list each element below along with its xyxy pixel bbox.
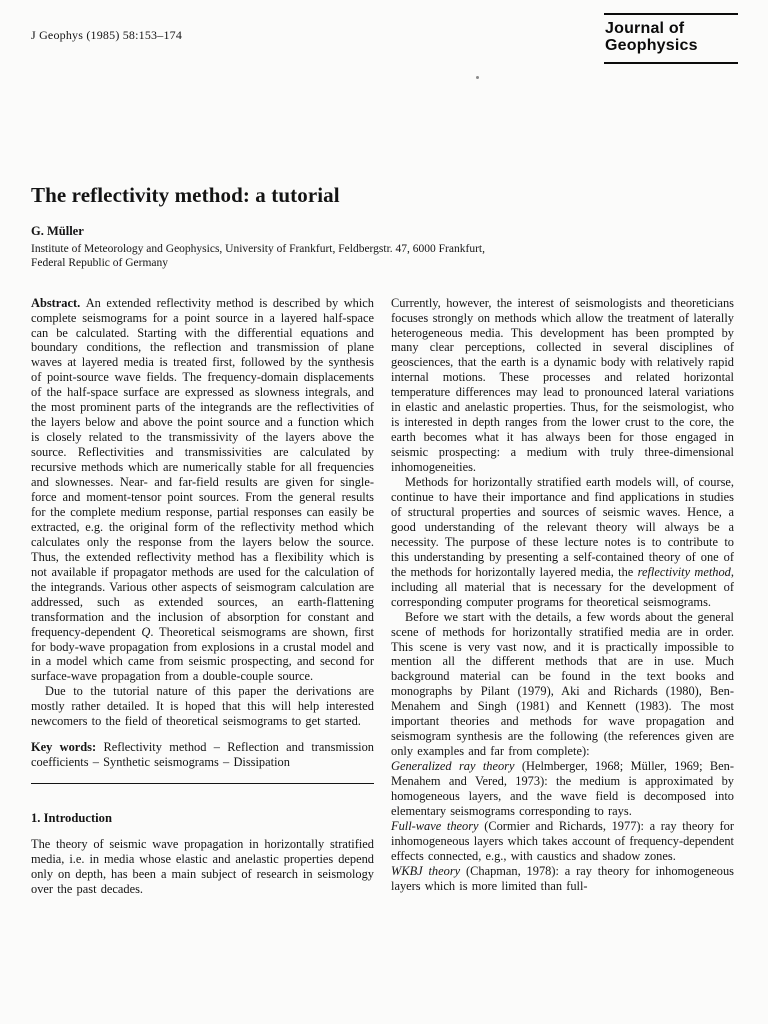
keywords-paragraph: Key words: Reflectivity method – Reflection and transmission coefficients – Synthetic seismograms – Dissipation [31, 740, 375, 770]
introduction-heading: 1. Introduction [31, 811, 112, 826]
introduction-paragraph: The theory of seismic wave propagation in horizontally stratified media, i.e. in media whose elastic and anelastic properties depend only on depth, has been a main subject of research in seismology over the past decades. [31, 837, 374, 896]
left-column [31, 296, 374, 897]
body-paragraph-generalized-ray-theory: Generalized ray theory (Helmberger, 1968; Müller, 1969; Ben-Menahem and Vered, 1973): the medium is approximated by homogeneous layers, and the wave field is decomposed into elementary seismograms corresponding to rays. [391, 759, 734, 818]
article-author: G. Müller [31, 224, 84, 238]
abstract-paragraph: Abstract. An extended reflectivity method is described by which complete seismograms for a point source in a layered half-space can be calculated. Starting with the differential equations and boundary conditions, the reflection and transmission of plane waves at layered media is treated first, followed by the synthesis of point-source wave fields. The frequency-domain displacements of the half-space surface are expressed as slowness integrals, and the most prominent parts of the integrands are the reflectivities of the layers below and above the point source and a function which is closely related to the transmissivity of the layers above the source. Reflectivities and transmissivities are calculated by recursive methods which are numerically stable for all frequencies and slownesses. Near- and far-field results are given for single-force and moment-tensor point sources. From the general results for the complete medium response, partial responses can easily be extracted, e.g. the original form of the reflectivity method which calculates only the response from the layers below the source. Thus, the extended reflectivity method has a flexibility which is not available if propagator methods are used for the calculation of the integrands. Various other aspects of seismogram calculation are addressed, such as extended sources, an earth-flattening transformation and the inclusion of absorption for constant and frequency-dependent Q. Theoretical seismograms are shown, first for body-wave propagation from explosions in a crustal model and in a model which came from seismic prospecting, and second for surface-wave propagation from a double-couple source. [31, 295, 375, 684]
section-divider-rule [31, 783, 374, 784]
body-paragraph-full-wave-theory: Full-wave theory (Cormier and Richards, 1977): a ray theory for inhomogeneous layers which takes account of frequency-dependent effects connected, e.g., with caustics and shadow zones. [391, 818, 734, 863]
journal-logo [604, 13, 738, 64]
journal-citation: J Geophys (1985) 58:153–174 [31, 28, 183, 42]
author-affiliation [31, 243, 738, 271]
body-paragraph-stratified-models: Methods for horizontally stratified earth models will, of course, continue to have their importance and find applications in studies of structural properties and sources of seismic waves. Hence, a good understanding of the relevant theory will always be a necessity. The purpose of these lecture notes is to contribute to this understanding by presenting a self-contained theory of one of the methods for horizontally layered media, the reflectivity method, including all material that is necessary for the development of corresponding computer programs for theoretical seismograms. [391, 475, 734, 609]
body-paragraph-continuation: Currently, however, the interest of seismologists and theoreticians focuses strongly on methods which allow the treatment of laterally heterogeneous media. This development has been prompted by many clear perceptions, collected in several disciplines of geosciences, that the earth is a dynamic body with relatively rapid internal motions. These processes and related horizontal temperature differences may lead to pronounced lateral variations in elastic and anelastic properties. Thus, for the seismologist, who is interested in depth ranges from the lower crust to the core, the earth becomes what it has always been for those engaged in seismic prospecting: a medium with truly three-dimensional inhomogeneities. [391, 295, 734, 475]
body-paragraph-wkbj-theory: WKBJ theory (Chapman, 1978): a ray theory for inhomogeneous layers which is more limited than full- [391, 863, 734, 893]
affiliation-line1: Institute of Meteorology and Geophysics, University of Frankfurt, Feldbergstr. 47, 6000 Frankfurt, [31, 243, 485, 255]
abstract-closing-paragraph: Due to the tutorial nature of this paper the derivations are mostly rather detailed. It is hoped that this will help interested newcomers to the field of theoretical seismograms to get started. [31, 684, 374, 729]
right-column [391, 296, 734, 897]
journal-logo-line1: Journal of [605, 20, 685, 37]
journal-logo-line2: Geophysics [605, 36, 698, 54]
affiliation-line2: Federal Republic of Germany [31, 256, 168, 269]
scan-artifact-dot [476, 76, 479, 79]
article-title: The reflectivity method: a tutorial [31, 183, 340, 207]
masthead [31, 13, 738, 64]
body-paragraph-method-overview: Before we start with the details, a few words about the general scene of methods for horizontally stratified media are in order. This scene is very vast now, and it is practically impossible to mention all the different methods that are in use. Much background material can be found in the text books and monographs by Pilant (1979), Aki and Richards (1980), Ben-Menahem and Singh (1981) and Kennett (1983). The most important theories and methods for wave propagation and seismogram synthesis are the following (the references given are only examples and far from complete): [391, 609, 734, 759]
two-column-body [31, 296, 738, 897]
